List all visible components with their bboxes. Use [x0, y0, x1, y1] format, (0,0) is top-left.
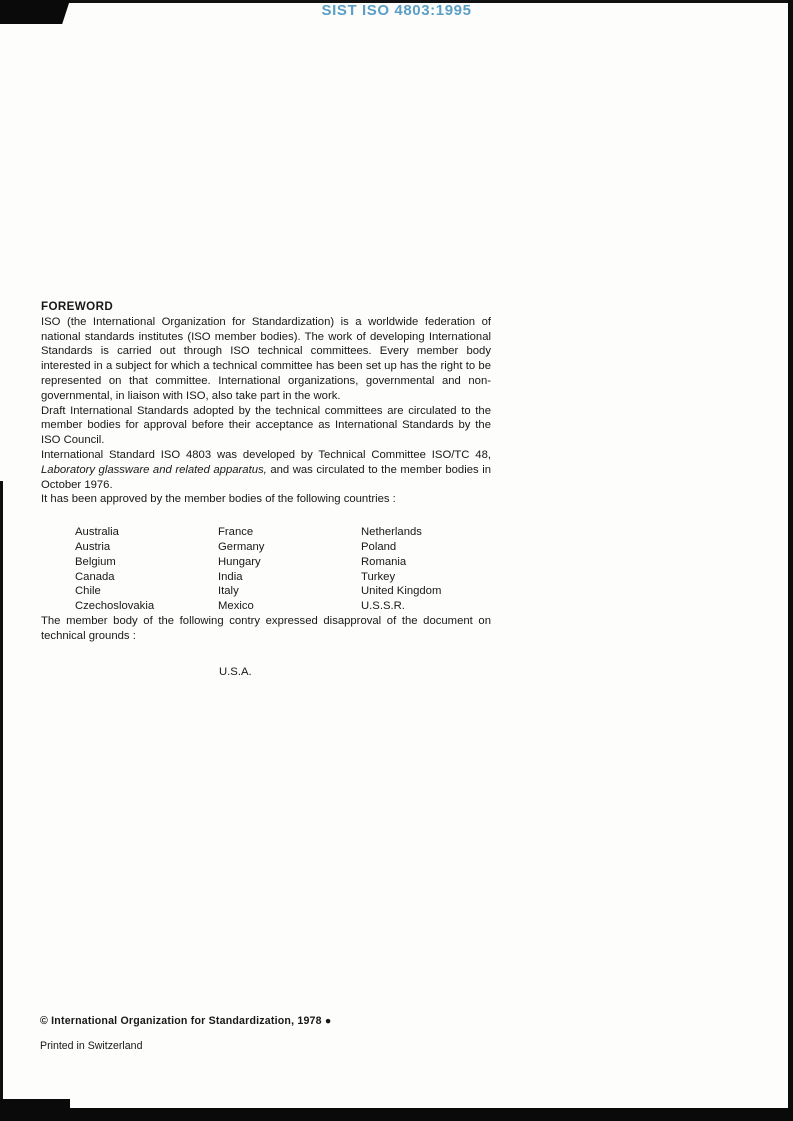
country-item: India [218, 570, 243, 583]
country-item: Hungary [218, 555, 261, 568]
country-item: Chile [75, 585, 101, 598]
disapproval-statement: The member body of the following contry expressed disapproval of the document on technical grounds : [41, 614, 491, 642]
disapproving-country: U.S.A. [219, 665, 252, 678]
country-item: Mexico [218, 600, 254, 613]
country-item: Germany [218, 540, 265, 553]
country-item: Belgium [75, 555, 116, 568]
country-column-3 [361, 525, 441, 614]
paragraph-3-text-end: and was circulated to the member bodies in October 1976. [41, 463, 491, 491]
scan-artifact-left-strip [0, 481, 3, 1121]
country-item: France [218, 526, 254, 539]
foreword-paragraph-2: Draft International Standards adopted by the technical committees are circulated to the member bodies for approval before their acceptance as International Standards by the ISO Council. [41, 404, 491, 447]
foreword-section [41, 300, 491, 679]
country-item: U.S.S.R. [361, 600, 405, 613]
country-item: Australia [75, 526, 119, 539]
country-column-1 [75, 525, 218, 614]
scan-artifact-bottom-left [0, 1099, 70, 1121]
country-item: Austria [75, 540, 111, 553]
paragraph-3-text: International Standard ISO 4803 was developed by Technical Committee ISO/TC 48, [41, 448, 491, 461]
copyright-line: © International Organization for Standardization, 1978 ● [40, 1015, 332, 1027]
printed-in-line: Printed in Switzerland [40, 1040, 143, 1052]
foreword-title: FOREWORD [41, 300, 114, 313]
country-item: Czechoslovakia [75, 600, 155, 613]
country-item: Turkey [361, 570, 396, 583]
approval-intro: It has been approved by the member bodies of the following countries : [41, 493, 396, 506]
country-item: Italy [218, 585, 239, 598]
country-list [41, 525, 491, 614]
country-item: United Kingdom [361, 585, 442, 598]
country-item: Netherlands [361, 526, 422, 539]
foreword-paragraph-1: ISO (the International Organization for Standardization) is a worldwide federation of national standards institutes (ISO member bodies). The work of developing International Standards is carried out through ISO technical committees. Every member body interested in a subject for which a technical committee has been set up has the right to be represented on that committee. International organizations, governmental and non-governmental, in liaison with ISO, also take part in the work. [41, 315, 491, 402]
country-item: Poland [361, 540, 397, 553]
scan-artifact-right-strip [788, 0, 793, 1121]
watermark: SIST ISO 4803:1995 [321, 2, 472, 19]
country-column-2 [218, 525, 361, 614]
scan-artifact-bottom-bar [0, 1108, 793, 1121]
committee-title-italic: Laboratory glassware and related apparatus, [41, 463, 267, 476]
foreword-paragraph-3 [41, 448, 491, 492]
country-item: Canada [75, 570, 115, 583]
country-item: Romania [361, 555, 407, 568]
